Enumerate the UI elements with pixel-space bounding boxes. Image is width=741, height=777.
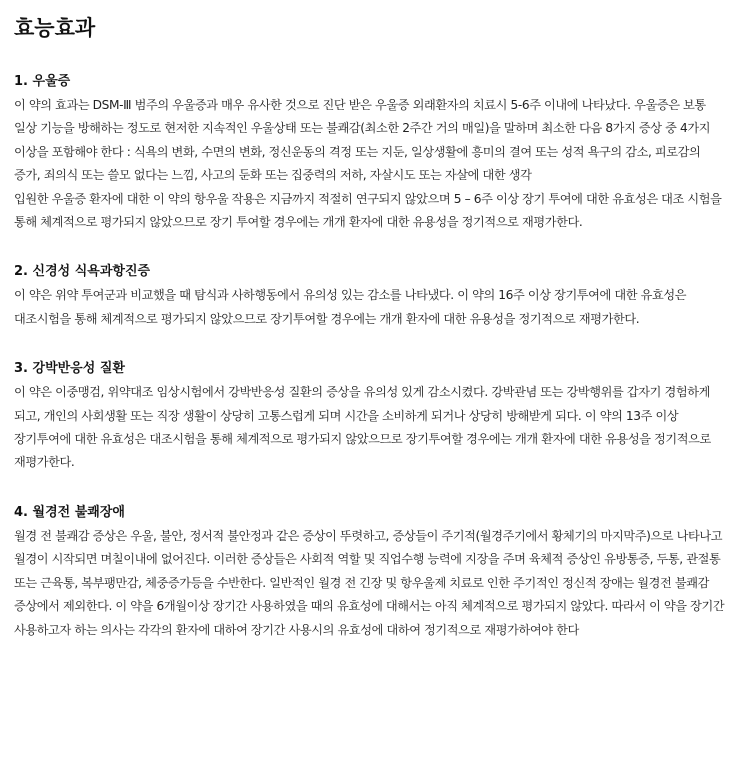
section-heading: 4. 월경전 불쾌장애	[14, 504, 125, 520]
section-paragraph: 이 약은 이중맹검, 위약대조 임상시험에서 강박반응성 질환의 증상을 유의성 있게 감소시켰다. 강박관념 또는 강박행위를 갑자기 경험하게 되고, 개인의 사회생활 또는 직장 생활이 상당히 고통스럽게 되며 시간을 소비하게 되거나 상당히 방해받게 되다. 이 약의 13주 이상 장기투여에 대한 유효성은 대조시험을 통해 체계적으로 평가되지 않았으므로 장기투여할 경우에는 개개 환자에 대한 유용성을 정기적으로 재평가한다.	[14, 385, 711, 470]
section-heading: 3. 강박반응성 질환	[14, 361, 125, 377]
section-paragraph: 이 약의 효과는 DSM-Ⅲ 범주의 우울증과 매우 유사한 것으로 진단 받은 우울증 외래환자의 치료시 5-6주 이내에 나타났다. 우울증은 보통 일상 기능을 방해하는 정도로 현저한 지속적인 우울상태 또는 불쾌감(최소한 2주간 거의 매일)을 말하며 최소한 다음 8가지 증상 중 4가지 이상을 포함해야 한다 : 식욕의 변화, 수면의 변화, 정신운동의 격정 또는 지둔, 일상생활에 흥미의 결여 또는 성적 욕구의 감소, 피로감의 증가, 죄의식 또는 쓸모 없다는 느낌, 사고의 둔화 또는 집중력의 저하, 자살시도 또는 자살에 대한 생각	[14, 98, 711, 183]
section-heading: 1. 우울증	[14, 74, 71, 89]
section-paragraph: 이 약은 위약 투여군과 비교했을 때 탐식과 사하행동에서 유의성 있는 감소를 나타냈다. 이 약의 16주 이상 장기투여에 대한 유효성은 대조시험을 통해 체계적으로 평가되지 않았으므로 장기투여할 경우에는 개개 환자에 대한 유용성을 정기적으로 재평가한다.	[14, 288, 687, 326]
page-title: 효능효과	[14, 16, 96, 40]
section-paragraph: 입원한 우울증 환자에 대한 이 약의 항우울 작용은 지금까지 적절히 연구되지 않았으며 5 – 6주 이상 장기 투여에 대한 유효성은 대조 시험을 통해 체계적으로 평가되지 않았으므로 장기 투여할 경우에는 개개 환자에 대한 유용성을 정기적으로 재평가한다.	[14, 191, 722, 230]
section-pmdd	[14, 501, 727, 642]
section-bulimia	[14, 260, 727, 331]
section-heading: 2. 신경성 식욕과항진증	[14, 264, 151, 280]
section-paragraph: 월경 전 불쾌감 증상은 우울, 불안, 정서적 불안정과 같은 증상이 뚜렷하고, 증상들이 주기적(월경주기에서 황체기의 마지막주)으로 나타나고 월경이 시작되면 며칠이내에 없어진다. 이러한 증상들은 사회적 역할 및 직업수행 능력에 지장을 주며 육체적 증상인 유방통증, 두통, 관절통 또는 근육통, 복부팽만감, 체중증가등을 수반한다. 일반적인 월경 전 긴장 및 항우울제 치료로 인한 주기적인 정신적 장애는 월경전 불쾌감 증상에서 제외한다. 이 약을 6개월이상 장기간 사용하였을 때의 유효성에 대해서는 아직 체계적으로 평가되지 않았다. 따라서 이 약을 장기간 사용하고자 하는 의사는 각각의 환자에 대하여 장기간 사용시의 유효성에 대하여 정기적으로 재평가하여야 한다	[14, 528, 725, 637]
section-depression	[14, 70, 727, 234]
section-ocd	[14, 357, 727, 475]
